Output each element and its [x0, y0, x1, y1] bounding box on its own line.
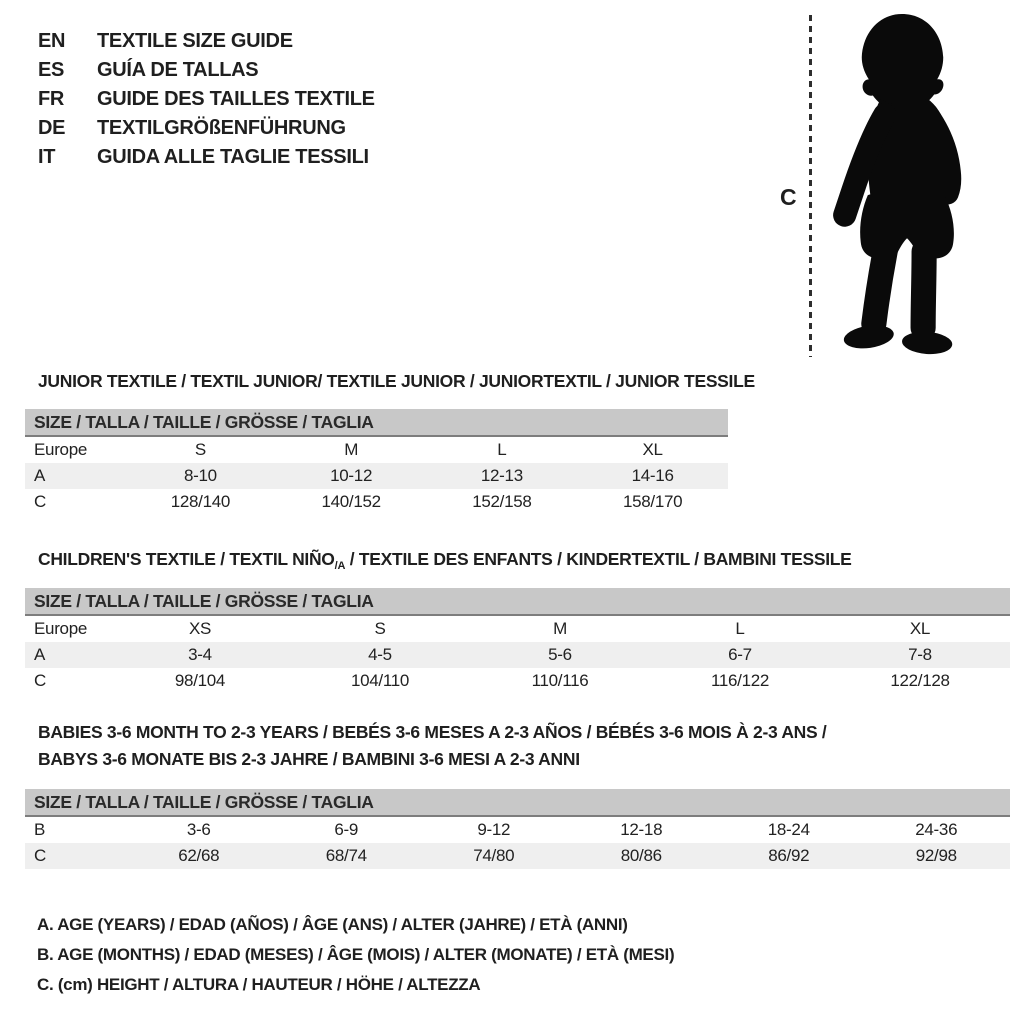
height-measure-dotted-line — [809, 15, 812, 357]
language-row-en — [38, 27, 375, 56]
row-label: A — [34, 645, 46, 664]
toddler-silhouette-image — [820, 8, 986, 365]
table-cell: M — [553, 619, 567, 638]
table-cell: 6-7 — [728, 645, 752, 664]
table-cell: 12-13 — [480, 466, 523, 485]
junior-size-table-header: SIZE / TALLA / TAILLE / GRÖSSE / TAGLIA — [25, 409, 728, 437]
table-cell: 12-18 — [620, 820, 663, 839]
height-measure-label: C — [780, 184, 797, 210]
babies-section-heading — [38, 719, 827, 773]
table-cell: 152/158 — [472, 492, 532, 511]
row-label: C — [34, 671, 46, 690]
table-cell: 86/92 — [768, 846, 810, 865]
table-cell: 5-6 — [548, 645, 572, 664]
language-code: DE — [38, 117, 66, 139]
footnote-height-cm: C. (cm) HEIGHT / ALTURA / HAUTEUR / HÖHE / ALTEZZA — [37, 975, 481, 994]
toddler-silhouette-icon — [820, 8, 986, 360]
language-row-es — [38, 56, 375, 85]
table-row — [25, 817, 1010, 843]
table-row — [25, 437, 728, 463]
children-size-table — [25, 588, 1010, 694]
table-cell: 4-5 — [368, 645, 392, 664]
row-label: Europe — [34, 619, 88, 638]
table-cell: XL — [909, 619, 931, 638]
table-row — [25, 616, 1010, 642]
language-title: TEXTILGRÖßENFÜHRUNG — [97, 117, 346, 139]
language-code: EN — [38, 30, 66, 52]
babies-size-table — [25, 789, 1010, 869]
table-cell: L — [735, 619, 745, 638]
table-cell: 62/68 — [178, 846, 220, 865]
table-cell: 10-12 — [330, 466, 373, 485]
table-cell: 24-36 — [915, 820, 958, 839]
language-title: GUIDE DES TAILLES TEXTILE — [97, 88, 375, 110]
language-title-list — [38, 27, 375, 172]
table-cell: 8-10 — [183, 466, 217, 485]
table-cell: 110/116 — [531, 671, 589, 690]
table-cell: 7-8 — [908, 645, 932, 664]
table-cell: 18-24 — [767, 820, 810, 839]
babies-heading-line1: BABIES 3-6 MONTH TO 2-3 YEARS / BEBÉS 3-6 MESES A 2-3 AÑOS / BÉBÉS 3-6 MOIS À 2-3 ANS / — [38, 722, 827, 742]
table-cell: S — [194, 440, 206, 459]
footnote-age-years: A. AGE (YEARS) / EDAD (AÑOS) / ÂGE (ANS) / ALTER (JAHRE) / ETÀ (ANNI) — [37, 915, 628, 934]
language-code: FR — [38, 88, 65, 110]
table-cell: 116/122 — [710, 671, 770, 690]
table-cell: 3-6 — [186, 820, 211, 839]
children-size-table-header: SIZE / TALLA / TAILLE / GRÖSSE / TAGLIA — [25, 588, 1010, 616]
table-cell: 92/98 — [915, 846, 957, 865]
language-code: IT — [38, 146, 56, 168]
row-label: B — [34, 820, 46, 839]
table-cell: 9-12 — [477, 820, 511, 839]
row-label: Europe — [34, 440, 88, 459]
table-cell: 6-9 — [334, 820, 359, 839]
table-cell: 122/128 — [890, 671, 950, 690]
language-row-fr — [38, 85, 375, 114]
table-cell: S — [374, 619, 386, 638]
language-title: GUIDA ALLE TAGLIE TESSILI — [97, 146, 369, 168]
table-cell: XS — [188, 619, 212, 638]
junior-section-heading: JUNIOR TEXTILE / TEXTIL JUNIOR/ TEXTILE JUNIOR / JUNIORTEXTIL / JUNIOR TESSILE — [38, 371, 755, 391]
language-row-de — [38, 114, 375, 143]
table-cell: XL — [642, 440, 663, 459]
table-cell: 128/140 — [170, 492, 231, 511]
table-cell: 74/80 — [473, 846, 515, 865]
table-row — [25, 668, 1010, 694]
language-title: TEXTILE SIZE GUIDE — [97, 30, 293, 52]
language-title: GUÍA DE TALLAS — [97, 59, 259, 81]
table-cell: 14-16 — [631, 466, 674, 485]
children-heading-pre: CHILDREN'S TEXTILE / TEXTIL NIÑO — [38, 549, 335, 569]
table-cell: 3-4 — [188, 645, 212, 664]
footnote-age-months: B. AGE (MONTHS) / EDAD (MESES) / ÂGE (MOIS) / ALTER (MONATE) / ETÀ (MESI) — [37, 945, 675, 964]
language-code: ES — [38, 59, 65, 81]
table-cell: 140/152 — [321, 492, 381, 511]
babies-size-table-header: SIZE / TALLA / TAILLE / GRÖSSE / TAGLIA — [25, 789, 1010, 817]
table-row — [25, 642, 1010, 668]
language-row-it — [38, 143, 375, 172]
table-cell: L — [497, 440, 507, 459]
table-row — [25, 463, 728, 489]
table-cell: 158/170 — [622, 492, 683, 511]
table-cell: M — [344, 440, 359, 459]
table-cell: 68/74 — [325, 846, 367, 865]
table-cell: 98/104 — [174, 671, 226, 690]
row-label: A — [34, 466, 46, 485]
table-row — [25, 843, 1010, 869]
children-section-heading — [38, 549, 852, 572]
children-heading-post: / TEXTILE DES ENFANTS / KINDERTEXTIL / BAMBINI TESSILE — [345, 549, 852, 569]
row-label: C — [34, 846, 46, 865]
table-row — [25, 489, 728, 515]
junior-size-table — [25, 409, 728, 515]
children-heading-subscript: /A — [334, 560, 346, 572]
table-cell: 80/86 — [620, 846, 662, 865]
babies-heading-line2: BABYS 3-6 MONATE BIS 2-3 JAHRE / BAMBINI 3-6 MESI A 2-3 ANNI — [38, 749, 580, 769]
table-cell: 104/110 — [350, 671, 410, 690]
row-label: C — [34, 492, 46, 511]
